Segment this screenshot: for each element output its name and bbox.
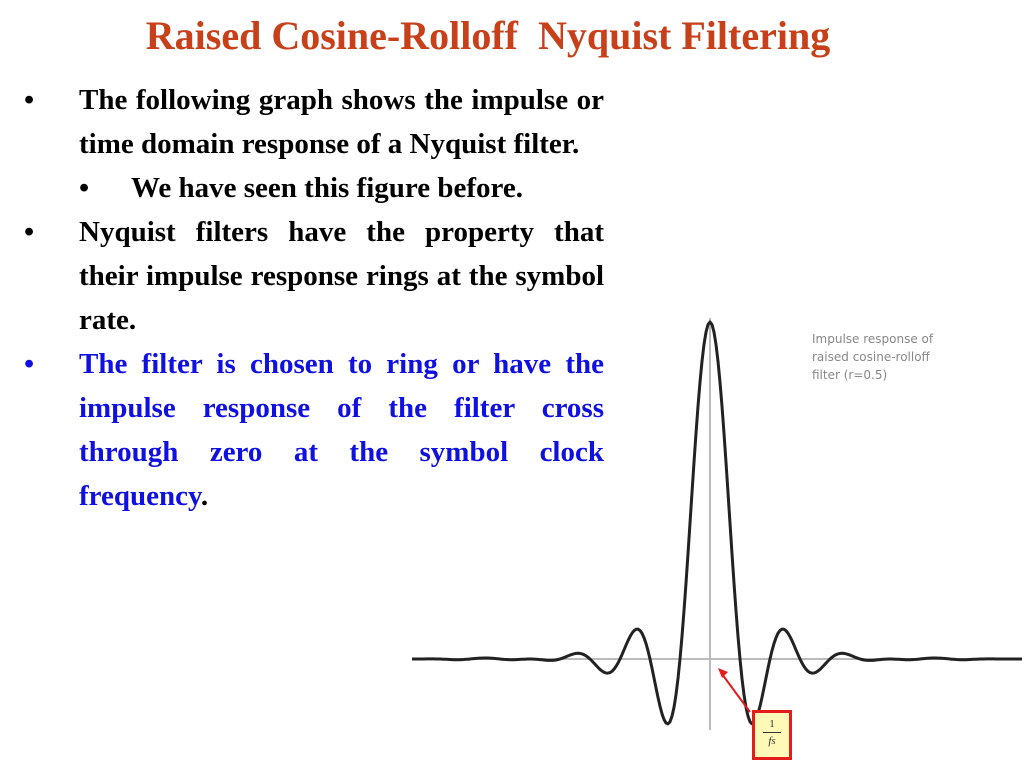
graph-caption: Impulse response of raised cosine-rolloff filter (r=0.5): [812, 332, 934, 382]
bullet-text: We have seen this figure before.: [131, 172, 523, 204]
symbol-period-marker: 1 fs: [752, 710, 792, 760]
bullet-text: Nyquist filters have the property that their impulse response rings at the symbol rate.: [79, 216, 604, 336]
pointer-arrow: [722, 674, 750, 712]
bullet-marker: •: [24, 348, 35, 380]
bullet-marker: •: [79, 172, 90, 204]
sub-bullet-item: [24, 166, 604, 210]
pointer-arrowhead: [718, 668, 728, 678]
bullet-text: The filter is chosen to ring or have the impulse response of the filter cross through zero at the symbol clock frequency.: [79, 348, 604, 512]
bullet-item: [24, 78, 604, 166]
bullet-marker: •: [24, 84, 35, 116]
bullet-marker: •: [24, 216, 35, 248]
slide-title: Raised Cosine-Rolloff Nyquist Filtering: [145, 13, 831, 58]
bullet-text: The following graph shows the impulse or time domain response of a Nyquist filter.: [79, 84, 604, 160]
